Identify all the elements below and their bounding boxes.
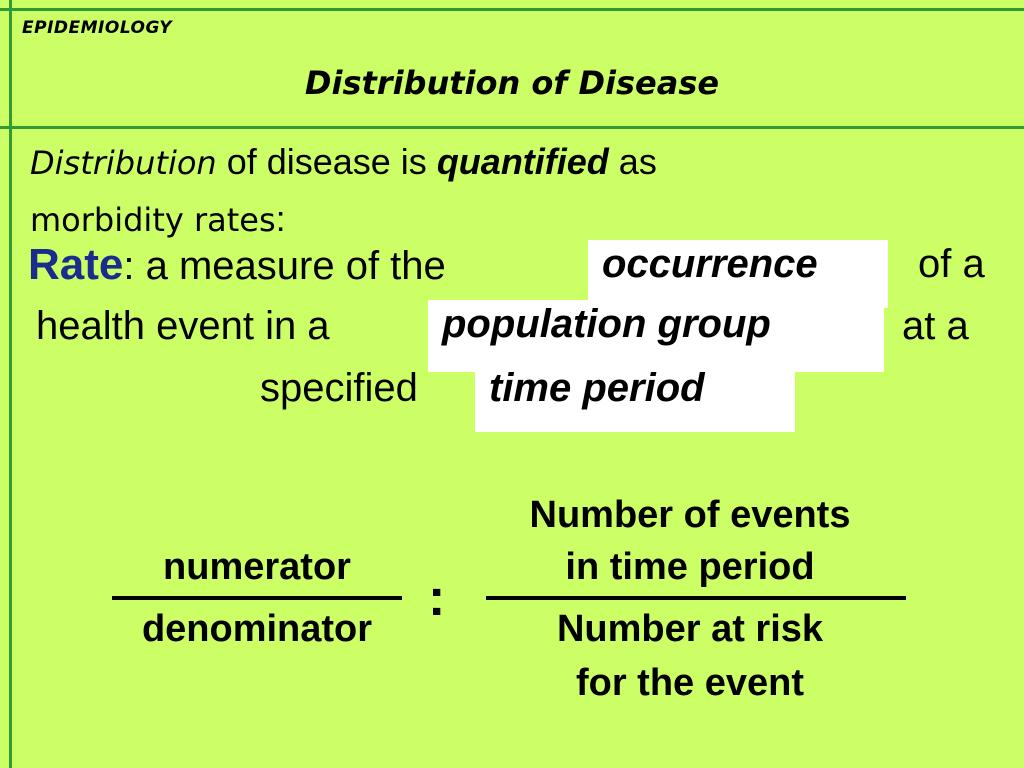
intro-quantified: quantified [436,141,609,182]
right-numerator-line-2: in time period [565,546,815,588]
time-period-text: time period [489,366,705,410]
top-divider [0,8,1024,11]
definition-line-2-end [902,304,969,349]
left-denominator: denominator [141,608,373,650]
intro-morbidity-rates: morbidity rates [30,201,276,239]
health-event-text: health event in a [36,304,330,348]
right-denominator-line-1: Number at risk [556,608,824,650]
rate-word: Rate [28,240,124,289]
ratio-colon: : [428,569,446,627]
left-margin-line [9,0,12,768]
definition-line-1-end [918,242,985,287]
left-fraction-bar [112,596,402,600]
slide-title: Distribution of Disease [304,64,720,102]
intro-of-disease-is: of disease is [216,141,437,182]
right-fraction-bar [486,596,906,600]
at-a-text: at a [902,304,969,348]
definition-line-3 [260,366,418,411]
specified-text: specified [260,366,418,410]
header-divider [0,126,1024,129]
section-tag: EPIDEMIOLOGY [22,18,173,38]
intro-paragraph [30,134,910,248]
right-denominator-line-2: for the event [575,662,805,704]
intro-distribution: Distribution [30,144,217,182]
left-numerator: numerator [163,546,351,588]
intro-as: as [608,141,657,182]
right-numerator-line-1: Number of events [529,494,851,536]
occurrence-box [588,240,888,308]
occurrence-text: occurrence [602,242,818,286]
population-group-box [428,300,884,372]
definition-line-2 [36,304,330,349]
population-group-text: population group [442,302,771,346]
definition-measure-text: : a measure of the [123,244,446,288]
definition-line-1 [28,240,446,290]
intro-colon: : [275,198,286,239]
of-a-text: of a [918,242,985,286]
time-period-box [475,364,795,432]
